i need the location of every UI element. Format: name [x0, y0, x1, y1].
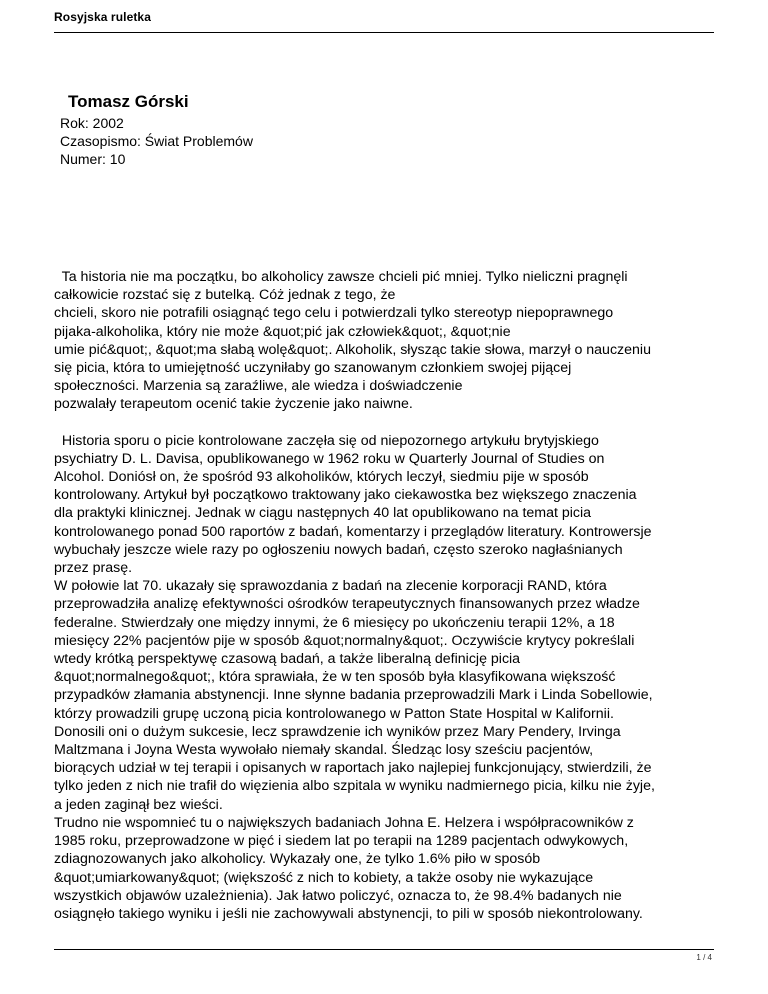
text-line: wybuchały jeszcze wiele razy po ogłoszeniu nowych badań, często szeroko nagłaśnianych	[54, 541, 623, 558]
text-line: przez prasę.	[54, 560, 133, 577]
text-line: Historia sporu o picie kontrolowane zaczęła się od niepozornego artykułu brytyjskiego	[54, 432, 599, 449]
paragraph-1	[54, 268, 724, 414]
text-line: społeczności. Marzenia są zaraźliwe, ale wiedza i doświadczenie	[54, 378, 463, 395]
text-line: W połowie lat 70. ukazały się sprawozdania z badań na zlecenie korporacji RAND, która	[54, 578, 607, 595]
article-author: Tomasz Górski	[68, 92, 189, 111]
page-number: 1 / 4	[696, 953, 712, 962]
text-line: przeprowadziła analizę efektywności ośrodków terapeutycznych finansowanych przez władze	[54, 596, 640, 613]
text-line: pijaka-alkoholika, który nie może &quot;pić jak człowiek&quot;, &quot;nie	[54, 323, 511, 340]
text-line: zdiagnozowanych jako alkoholicy. Wykazały one, że tylko 1.6% piło w sposób	[54, 851, 541, 868]
journal-line: Czasopismo: Świat Problemów	[60, 133, 253, 149]
header-divider	[54, 32, 714, 33]
text-line: umie pić&quot;, &quot;ma słabą wolę&quot;. Alkoholik, słysząc takie słowa, marzył o nauczeniu	[54, 341, 651, 358]
text-line: którzy prowadzili grupę uczoną picia kontrolowanego w Patton State Hospital w Kalifornii.	[54, 705, 614, 722]
paragraph-gap	[54, 414, 724, 432]
text-line: Alcohol. Doniósł on, że spośród 93 alkoholików, których leczył, siedmiu pije w sposób	[54, 469, 589, 486]
document-header-title: Rosyjska ruletka	[54, 10, 151, 24]
text-line: kontrolowany. Artykuł był początkowo traktowany jako ciekawostka bez większego znaczenia	[54, 487, 637, 504]
issue-line: Numer: 10	[60, 151, 126, 167]
text-line: Maltzmana i Joyna Westa wywołało niemały skandal. Śledząc losy sześciu pacjentów,	[54, 742, 594, 759]
text-line: a jeden zaginął bez wieści.	[54, 796, 223, 813]
article-body	[54, 268, 724, 923]
text-line: pozwalały terapeutom ocenić takie życzenie jako naiwne.	[54, 396, 413, 413]
paragraph-2	[54, 432, 724, 923]
text-line: federalne. Stwierdzały one między innymi, że 6 miesięcy po ukończeniu terapii 12%, a 18	[54, 614, 615, 631]
text-line: kontrolowanego ponad 500 raportów z badań, komentarzy i przeglądów literatury. Kontrowersje	[54, 523, 652, 540]
text-line: &quot;umiarkowany&quot; (większość z nich to kobiety, a także osoby nie wykazujące	[54, 869, 594, 886]
text-line: chcieli, skoro nie potrafili osiągnąć tego celu i potwierdzali tylko stereotyp niepoprawnego	[54, 305, 614, 322]
text-line: miesięcy 22% pacjentów pije w sposób &quot;normalny&quot;. Oczywiście krytycy pokreślali	[54, 632, 635, 649]
text-line: tylko jeden z nich nie trafił do więzienia albo szpitala w wyniku nadmiernego picia, kilku nie żyje,	[54, 778, 655, 795]
text-line: psychiatry D. L. Davisa, opublikowanego w 1962 roku w Quarterly Journal of Studies on	[54, 450, 605, 467]
text-line: dla praktyki klinicznej. Jednak w ciągu następnych 40 lat opublikowano na temat picia	[54, 505, 592, 522]
text-line: 1985 roku, przeprowadzone w pięć i siedem lat po terapii na 1289 pacjentach odwykowych,	[54, 833, 629, 850]
text-line: przypadków złamania abstynencji. Inne słynne badania przeprowadzili Mark i Linda Sobellowie,	[54, 687, 653, 704]
text-line: się picia, która to umiejętność uczyniłaby go szanowanym członkiem swojej pijącej	[54, 360, 572, 377]
text-line: biorących udział w tej terapii i opisanych w raportach jako najlepiej funkcjonujący, stwierdzili, że	[54, 760, 652, 777]
text-line: całkowicie rozstać się z butelką. Cóż jednak z tego, że	[54, 287, 396, 304]
year-line: Rok: 2002	[60, 115, 124, 131]
text-line: Donosili oni o dużym sukcesie, lecz sprawdzenie ich wyników przez Mary Pendery, Irvinga	[54, 723, 621, 740]
text-line: &quot;normalnego&quot;, która sprawiała, że w ten sposób była klasyfikowana większość	[54, 669, 616, 686]
text-line: Trudno nie wspomnieć tu o największych badaniach Johna E. Helzera i współpracowników z	[54, 814, 634, 831]
text-line: osiągnęło takiego wyniku i jeśli nie zachowywali abstynencji, to pili w sposób niekontrolowany.	[54, 905, 643, 922]
text-line: Ta historia nie ma początku, bo alkoholicy zawsze chcieli pić mniej. Tylko nieliczni pragnęli	[54, 269, 628, 285]
footer-divider	[54, 949, 714, 950]
text-line: wszystkich objawów uzależnienia). Jak łatwo policzyć, oznacza to, że 98.4% badanych nie	[54, 887, 622, 904]
text-line: wtedy krótką perspektywę czasową badań, a także liberalną definicję picia	[54, 651, 521, 668]
article-metadata	[60, 114, 253, 168]
